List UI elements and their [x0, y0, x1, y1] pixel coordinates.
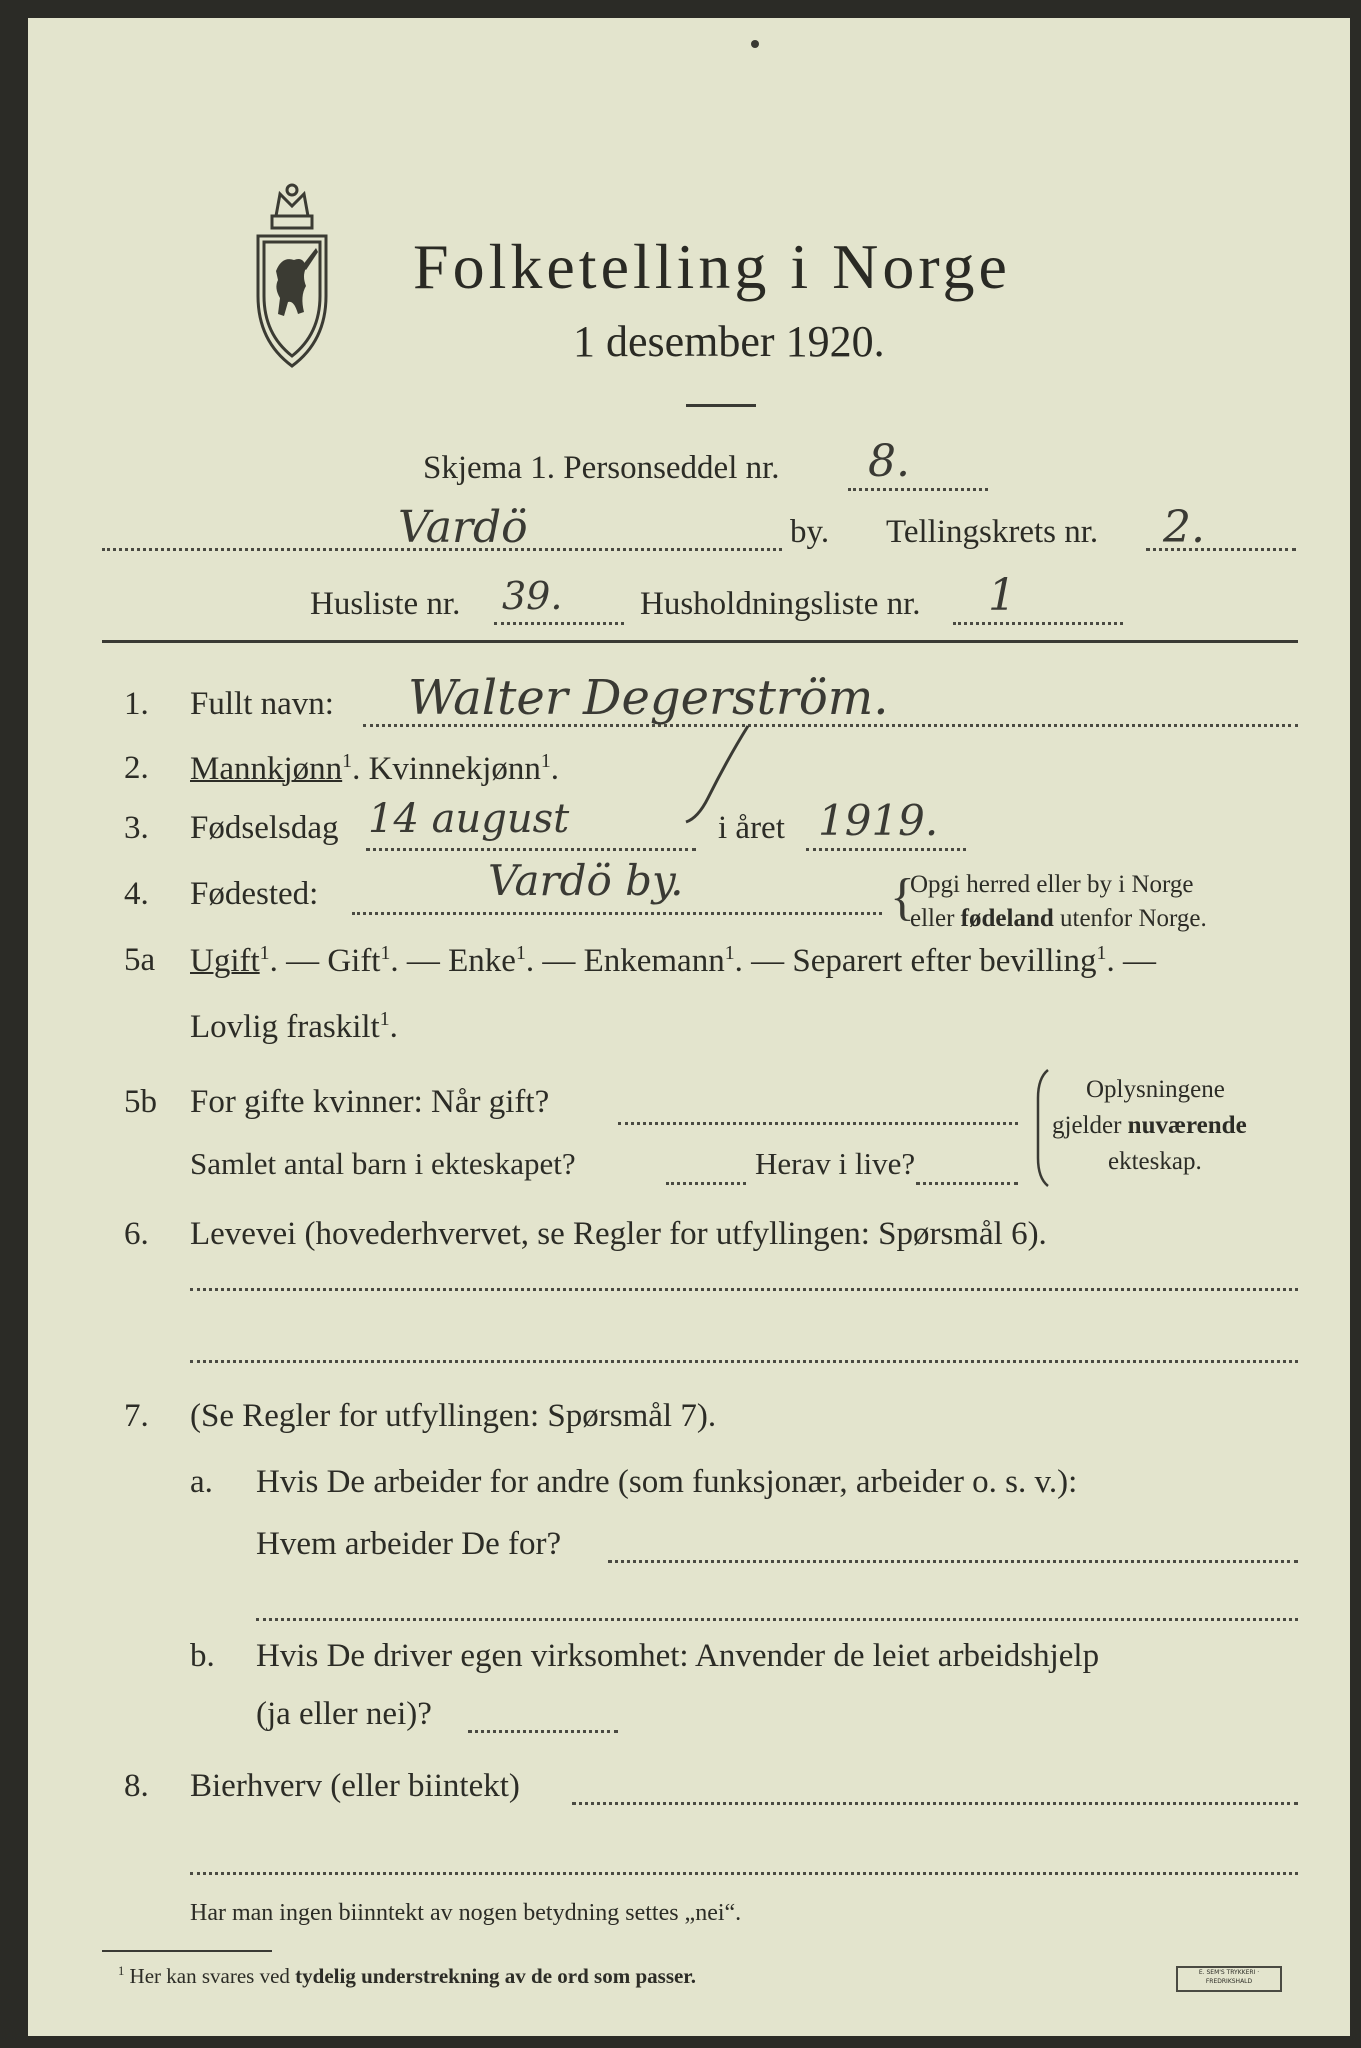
tellingskrets-label: Tellingskrets nr.	[886, 514, 1099, 550]
q3-label: Fødselsdag	[190, 810, 339, 846]
husliste-value: 39.	[502, 574, 563, 618]
q7a-line2: Hvem arbeider De for?	[256, 1526, 562, 1562]
printer-stamp: E. SEM'S TRYKKERI · FREDRIKSHALD	[1176, 1966, 1282, 1992]
q5b-number: 5b	[124, 1084, 157, 1120]
census-form-page	[28, 18, 1350, 2036]
q5b-married-dotline	[618, 1122, 1018, 1125]
tellingskrets-value: 2.	[1163, 502, 1205, 553]
q6-label: Levevei (hovederhvervet, se Regler for utfyllingen: Spørsmål 6).	[190, 1216, 1047, 1252]
footnote-rule	[102, 1950, 272, 1952]
norwegian-coat-of-arms-icon	[246, 176, 338, 376]
q3-year-dotline	[806, 848, 966, 851]
q7a-dotline-2	[256, 1618, 1298, 1621]
q8-number: 8.	[124, 1768, 149, 1804]
bottom-note: Har man ingen biinntekt av nogen betydning settes „nei“.	[190, 1900, 742, 1926]
q7-number: 7.	[124, 1398, 149, 1434]
q4-number: 4.	[124, 876, 149, 912]
q8-dotline-1	[572, 1802, 1298, 1805]
q7b-line1: Hvis De driver egen virksomhet: Anvender de leiet arbeidshjelp	[256, 1638, 1100, 1674]
q7a-letter: a.	[190, 1464, 213, 1500]
q7a-line1: Hvis De arbeider for andre (som funksjonær, arbeider o. s. v.):	[256, 1464, 1078, 1500]
q1-value: Walter Degerström.	[408, 670, 889, 726]
q8-label: Bierhverv (eller biintekt)	[190, 1768, 520, 1804]
q5b-note-line1: Oplysningene	[1086, 1076, 1225, 1103]
husholdning-value: 1	[988, 570, 1016, 621]
q4-label: Fødested:	[190, 876, 319, 912]
q2-female-option: Kvinnekjønn	[368, 751, 541, 787]
q4-value: Vardö by.	[488, 856, 684, 905]
q5b-alive-dotline	[916, 1182, 1018, 1185]
q5b-note-line3: ekteskap.	[1108, 1148, 1202, 1175]
q5a-fraskilt-option: Lovlig fraskilt$^1$.	[190, 1008, 398, 1045]
husholdning-dotline	[953, 622, 1123, 625]
q2-options: Mannkjønn$^1$. Kvinnekjønn$^1$.	[190, 750, 560, 787]
q3-year-value: 1919.	[818, 796, 939, 845]
by-label: by.	[790, 514, 830, 550]
q5a-enkemann-option: Enkemann	[583, 943, 725, 979]
q5b-note-line2: gjelder nuværende	[1052, 1112, 1247, 1139]
ink-dot	[751, 40, 759, 48]
husliste-label: Husliste nr.	[310, 586, 461, 622]
q5b-label-married: For gifte kvinner: Når gift?	[190, 1084, 550, 1120]
q6-dotline-1	[190, 1288, 1298, 1291]
q5a-options: Ugift$^1$. — Gift$^1$. — Enke$^1$. — Enkemann$^1$. — Separert efter bevilling$^1$. —	[190, 942, 1156, 979]
q3-dotline	[366, 848, 696, 851]
q4-note-line2: eller fødeland utenfor Norge.	[910, 905, 1207, 932]
q3-number: 3.	[124, 810, 149, 846]
header-rule	[102, 640, 1298, 643]
q4-note-line1: Opgi herred eller by i Norge	[910, 871, 1194, 898]
q3-value: 14 august	[368, 796, 570, 842]
q4-note-brace: {	[890, 869, 915, 926]
skjema-label: Skjema 1. Personseddel nr.	[423, 450, 780, 486]
q3-year-label: i året	[718, 810, 785, 846]
q7b-line2: (ja eller nei)?	[256, 1696, 432, 1732]
q5a-separert-option: Separert efter bevilling	[792, 943, 1097, 979]
q4-dotline	[352, 912, 882, 915]
personseddel-dotline	[848, 488, 988, 491]
q5a-gift-option: Gift	[327, 943, 381, 979]
husliste-dotline	[494, 622, 624, 625]
census-date: 1 desember 1920.	[573, 317, 885, 366]
q1-number: 1.	[124, 686, 149, 722]
footnote: $^1$ Her kan svares ved tydelig understrekning av de ord som passer.	[118, 1964, 696, 1988]
q5a-number: 5a	[124, 942, 156, 978]
q2-male-option: Mannkjønn	[190, 751, 343, 787]
q7-label: (Se Regler for utfyllingen: Spørsmål 7).	[190, 1398, 717, 1434]
q5b-label-alive: Herav i live?	[755, 1146, 916, 1181]
q5a-enke-option: Enke	[448, 943, 516, 979]
husholdning-label: Husholdningsliste nr.	[640, 586, 921, 622]
personseddel-value: 8.	[868, 436, 910, 487]
q8-dotline-2	[190, 1872, 1298, 1875]
q7b-dotline	[468, 1730, 618, 1733]
q5b-children-dotline	[666, 1182, 746, 1185]
q7a-dotline-1	[608, 1560, 1298, 1563]
q7b-letter: b.	[190, 1638, 215, 1674]
city-value: Vardö	[398, 502, 528, 553]
form-title: Folketelling i Norge	[413, 231, 1011, 302]
q6-number: 6.	[124, 1216, 149, 1252]
q5b-note-bracket	[1032, 1068, 1052, 1192]
q2-number: 2.	[124, 750, 149, 786]
q1-label: Fullt navn:	[190, 686, 334, 722]
q5b-label-children: Samlet antal barn i ekteskapet?	[190, 1146, 576, 1181]
title-divider	[686, 404, 756, 407]
q5a-ugift-option: Ugift	[190, 943, 260, 979]
q6-dotline-2	[190, 1360, 1298, 1363]
